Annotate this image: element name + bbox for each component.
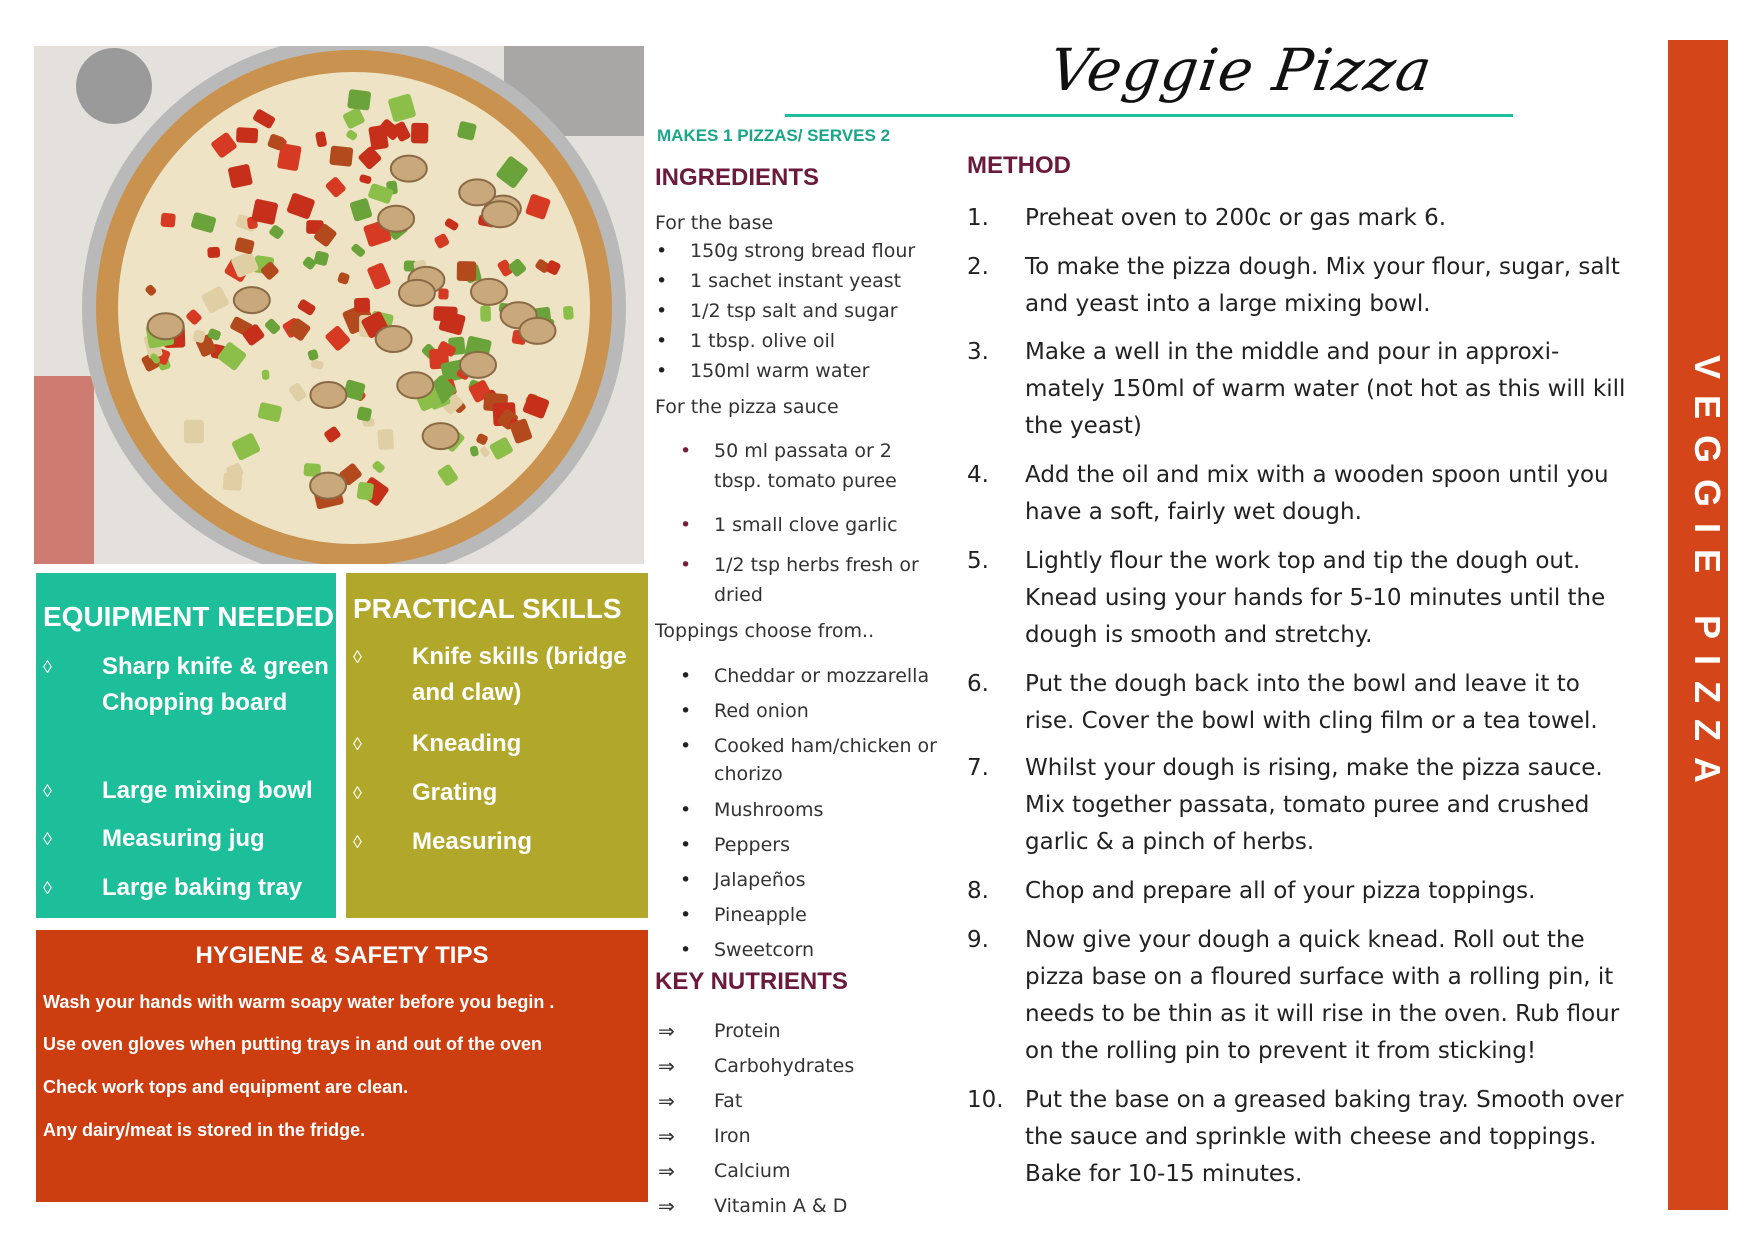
list-item: • Cooked ham/chicken or chorizo — [714, 732, 954, 796]
diamond-icon: ◊ — [43, 829, 52, 849]
mushroom-piece — [482, 201, 518, 227]
sauce-list — [714, 436, 944, 610]
topping-piece — [411, 123, 428, 144]
topping-piece — [457, 261, 477, 281]
list-item: • 1/2 tsp salt and sugar — [690, 300, 950, 330]
list-item: • 1 tbsp. olive oil — [690, 330, 950, 360]
side-banner — [1668, 40, 1728, 1210]
toppings-list — [714, 662, 954, 966]
arrow-icon: ⇒ — [658, 1089, 675, 1113]
arrow-icon: ⇒ — [658, 1194, 675, 1218]
topping-piece — [228, 164, 254, 189]
mushroom-piece — [376, 326, 412, 352]
topping-piece — [438, 288, 449, 299]
list-item: ⇒ Protein — [714, 1016, 914, 1051]
topping-piece — [261, 369, 269, 380]
mushroom-piece — [148, 313, 184, 339]
mushroom-piece — [310, 473, 346, 499]
mushroom-piece — [520, 318, 556, 344]
topping-piece — [368, 125, 389, 151]
banner-label: VEGGIE PIZZA — [1687, 355, 1728, 800]
list-item: ⇒ Iron — [714, 1121, 914, 1156]
topping-piece — [251, 199, 278, 226]
topping-piece — [184, 420, 204, 444]
list-item: • 150ml warm water — [690, 360, 950, 390]
list-item: • 1 sachet instant yeast — [690, 270, 950, 300]
list-item: • Jalapeños — [714, 866, 954, 901]
mushroom-piece — [399, 280, 435, 306]
arrow-icon: ⇒ — [658, 1124, 675, 1148]
list-item: Wash your hands with warm soapy water before you begin . — [43, 992, 555, 1012]
equipment-heading: EQUIPMENT NEEDED — [43, 601, 334, 632]
list-item: • Cheddar or mozzarella — [714, 662, 954, 697]
diamond-icon: ◊ — [353, 783, 362, 803]
list-item: • 1/2 tsp herbs fresh or dried — [714, 550, 944, 610]
mushroom-piece — [310, 382, 346, 408]
sauce-label: For the pizza sauce — [655, 396, 839, 418]
diamond-icon: ◊ — [353, 832, 362, 852]
diamond-icon: ◊ — [43, 657, 52, 677]
list-item: Any dairy/meat is stored in the fridge. — [43, 1120, 366, 1140]
diamond-icon: ◊ — [353, 734, 362, 754]
topping-piece — [329, 145, 353, 166]
topping-piece — [236, 127, 258, 143]
topping-piece — [356, 482, 374, 501]
ingredients-heading: INGREDIENTS — [655, 164, 820, 191]
mushroom-piece — [459, 179, 495, 205]
topping-piece — [377, 429, 394, 450]
list-item: • 1 small clove garlic — [714, 510, 944, 550]
list-item: Use oven gloves when putting trays in and out of the oven — [43, 1034, 543, 1054]
diamond-icon: ◊ — [353, 647, 362, 667]
toppings-label: Toppings choose from.. — [655, 620, 875, 642]
pizza-photo — [34, 46, 644, 564]
nutrients-heading: KEY NUTRIENTS — [655, 968, 848, 995]
diamond-icon: ◊ — [43, 878, 52, 898]
title-underline — [785, 114, 1513, 117]
topping-piece — [480, 305, 491, 321]
skills-box: PRACTICAL SKILLS ◊ Knife skills (bridge and claw) ◊ Kneading ◊ Grating ◊ Measuring — [346, 573, 648, 918]
arrow-icon: ⇒ — [658, 1159, 675, 1183]
hygiene-heading: HYGIENE & SAFETY TIPS — [195, 942, 489, 969]
arrow-icon: ⇒ — [658, 1054, 675, 1078]
arrow-icon: ⇒ — [658, 1019, 675, 1043]
topping-piece — [354, 298, 370, 313]
list-item: ⇒ Carbohydrates — [714, 1051, 914, 1086]
mushroom-piece — [471, 279, 507, 305]
topping-piece — [347, 89, 371, 111]
list-item: ⇒ Calcium — [714, 1156, 914, 1191]
list-item: • 50 ml passata or 2 tbsp. tomato puree — [714, 436, 944, 510]
page-title: Veggie Pizza — [1045, 36, 1437, 104]
diamond-icon: ◊ — [43, 781, 52, 801]
equipment-box: EQUIPMENT NEEDED ◊ Sharp knife & green Chopping board ◊ Large mixing bowl ◊ Measuring jug ◊ Large baking tray — [36, 573, 336, 918]
mushroom-piece — [423, 423, 459, 449]
mushroom-piece — [397, 372, 433, 398]
base-list — [690, 240, 950, 390]
servings-label: MAKES 1 PIZZAS/ SERVES 2 — [657, 126, 891, 145]
mushroom-piece — [460, 352, 496, 378]
list-item: • Peppers — [714, 831, 954, 866]
topping-piece — [563, 306, 574, 320]
topping-piece — [207, 247, 220, 258]
skills-heading: PRACTICAL SKILLS — [353, 593, 622, 624]
base-label: For the base — [655, 212, 774, 234]
list-item: • Sweetcorn — [714, 936, 954, 966]
list-item: ⇒ Vitamin A & D — [714, 1191, 914, 1226]
mushroom-piece — [378, 206, 414, 232]
nutrients-list — [658, 1016, 914, 1226]
method-heading: METHOD — [967, 152, 1071, 179]
list-item: • Red onion — [714, 697, 954, 732]
list-item: • Pineapple — [714, 901, 954, 936]
topping-piece — [160, 213, 175, 228]
list-item: ⇒ Fat — [714, 1086, 914, 1121]
list-item: • Mushrooms — [714, 796, 954, 831]
mushroom-piece — [391, 156, 427, 182]
hygiene-box — [36, 930, 648, 1202]
list-item: • 150g strong bread flour — [690, 240, 950, 270]
mushroom-piece — [234, 287, 270, 313]
list-item: Check work tops and equipment are clean. — [43, 1077, 409, 1097]
